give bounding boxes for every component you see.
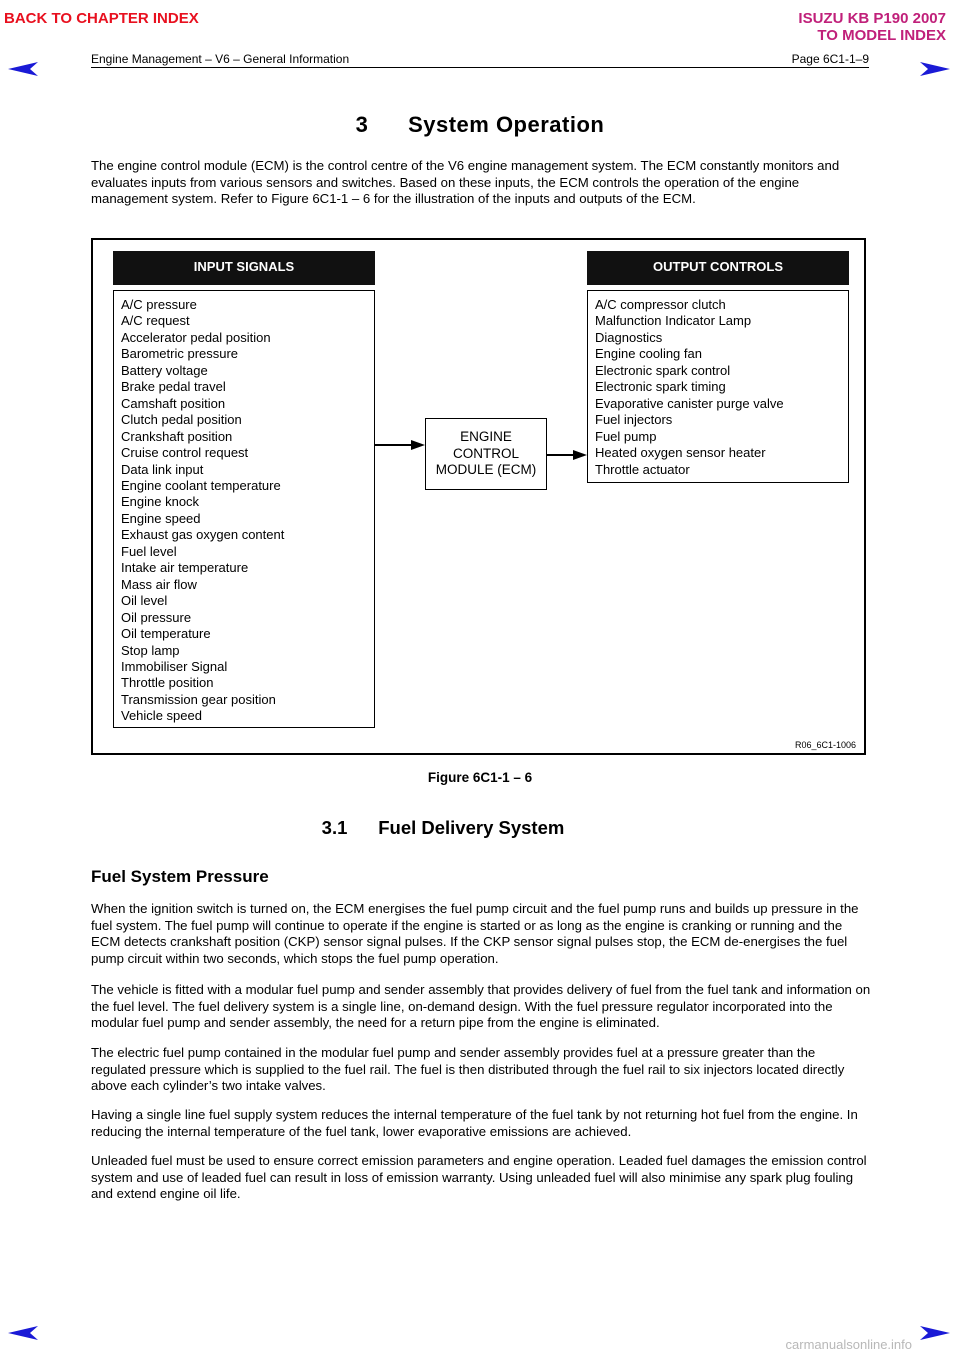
paragraph-5: Unleaded fuel must be used to ensure correct emission parameters and engine operation. Leaded fuel damages the emission control system and use of leaded fuel can result in loss of emission warranty. Using unleaded fuel will also minimise any spark plug fouling and extend engine oil life. xyxy=(91,1153,867,1201)
to-model-index-link[interactable] xyxy=(798,10,946,44)
input-item: Brake pedal travel xyxy=(121,379,226,395)
output-item: Diagnostics xyxy=(595,329,663,345)
output-controls-list xyxy=(587,290,849,483)
input-item: Accelerator pedal position xyxy=(121,329,271,345)
input-item: Immobiliser Signal xyxy=(121,658,228,674)
input-item: A/C request xyxy=(121,313,190,329)
next-page-arrow-bottom-icon[interactable] xyxy=(920,1326,950,1340)
next-page-arrow-icon[interactable] xyxy=(920,62,950,76)
ecm-label-line2: CONTROL xyxy=(452,445,519,461)
input-item: Throttle position xyxy=(121,675,214,691)
figure-caption: Figure 6C1-1 – 6 xyxy=(427,770,533,785)
input-item: Mass air flow xyxy=(121,576,197,592)
ecm-io-figure xyxy=(91,238,866,755)
model-title: ISUZU KB P190 2007 xyxy=(798,10,946,27)
input-item: Battery voltage xyxy=(121,362,208,378)
input-item: Oil pressure xyxy=(121,609,192,625)
input-item: Engine speed xyxy=(121,510,201,526)
running-header-page: Page 6C1-1–9 xyxy=(791,52,869,66)
paragraph-4: Having a single line fuel supply system reduces the internal temperature of the fuel tank by not returning hot fuel from the engine. In reducing the internal temperature of the fuel tank, lower evaporative emissions are achieved. xyxy=(91,1107,858,1139)
input-item: Vehicle speed xyxy=(121,708,202,724)
input-item: Barometric pressure xyxy=(121,346,239,362)
previous-page-arrow-icon[interactable] xyxy=(8,62,38,76)
input-item: Oil level xyxy=(121,593,168,609)
ecm-label-line3: MODULE (ECM) xyxy=(435,462,537,477)
figure-id: R06_6C1-1006 xyxy=(794,740,856,750)
model-index-label: TO MODEL INDEX xyxy=(817,27,946,44)
input-to-ecm-arrow-icon xyxy=(375,438,427,452)
input-signals-list xyxy=(113,290,375,728)
input-item: Intake air temperature xyxy=(121,560,249,576)
previous-page-arrow-bottom-icon[interactable] xyxy=(8,1326,38,1340)
input-item: Oil temperature xyxy=(121,626,211,642)
input-item: Stop lamp xyxy=(121,642,180,658)
ecm-to-output-arrow-icon xyxy=(547,448,589,462)
watermark: carmanualsonline.info xyxy=(785,1337,912,1352)
input-item: Fuel level xyxy=(121,543,177,559)
input-item: Engine coolant temperature xyxy=(121,477,281,493)
output-item: Heated oxygen sensor heater xyxy=(595,445,766,461)
subsubsection-title: Fuel System Pressure xyxy=(91,867,269,886)
output-item: Electronic spark timing xyxy=(595,379,726,395)
section-title: 3 System Operation xyxy=(355,112,605,137)
output-controls-heading: OUTPUT CONTROLS xyxy=(587,251,849,285)
output-item: Fuel pump xyxy=(595,428,657,444)
input-item: A/C pressure xyxy=(121,297,197,312)
input-signals-heading: INPUT SIGNALS xyxy=(113,251,375,285)
intro-paragraph: The engine control module (ECM) is the control centre of the V6 engine management system. The ECM constantly monitors and evaluates inputs from various sensors and switches. Based on these inputs, the ECM controls the operation of the engine management system. Refer to Figure 6C1-1 – 6 for the illustration of the inputs and outputs of the ECM. xyxy=(91,158,840,206)
output-item: Fuel injectors xyxy=(595,412,673,428)
output-item: Engine cooling fan xyxy=(595,346,702,362)
input-item: Camshaft position xyxy=(121,395,226,411)
input-item: Cruise control request xyxy=(121,445,249,461)
input-item: Data link input xyxy=(121,461,204,477)
input-item: Clutch pedal position xyxy=(121,412,242,428)
output-item: Electronic spark control xyxy=(595,362,731,378)
ecm-label-line1: ENGINE xyxy=(460,429,512,444)
input-item: Transmission gear position xyxy=(121,691,276,707)
back-to-chapter-index-link[interactable]: BACK TO CHAPTER INDEX xyxy=(4,10,199,27)
input-item: Exhaust gas oxygen content xyxy=(121,527,285,543)
running-header-section: Engine Management – V6 – General Information xyxy=(91,52,350,66)
paragraph-2: The vehicle is fitted with a modular fuel pump and sender assembly that provides delivery of fuel from the fuel tank and information on the fuel level. The fuel delivery system is a single line, on-demand design. With the fuel pressure regulator incorporated into the modular fuel pump and sender assembly, the need for a return pipe from the engine is eliminated. xyxy=(91,982,871,1030)
paragraph-1: When the ignition switch is turned on, the ECM energises the fuel pump circuit and the fuel pump runs and builds up pressure in the fuel system. The fuel pump will continue to operate if the engine is started or as long as the engine is cranking or running and the ECM detects crankshaft position (CKP) sensor signal pulses. If the CKP sensor signal pulses stop, the ECM de-energises the fuel pump circuit within two seconds, which stops the fuel pump operation. xyxy=(91,901,859,966)
output-item: A/C compressor clutch xyxy=(595,297,726,312)
output-item: Evaporative canister purge valve xyxy=(595,395,784,411)
output-item: Throttle actuator xyxy=(595,461,690,477)
header-rule xyxy=(91,67,869,68)
ecm-block xyxy=(425,418,547,490)
input-item: Engine knock xyxy=(121,494,200,510)
subsection-title: 3.1 Fuel Delivery System xyxy=(321,817,565,838)
input-item: Crankshaft position xyxy=(121,428,233,444)
paragraph-3: The electric fuel pump contained in the modular fuel pump and sender assembly provides fuel at a pressure greater than the regulated pressure which is supplied to the fuel rail. The fuel is then distributed through the fuel rail to six injectors located directly above each cylinder’s two intake valves. xyxy=(91,1045,845,1093)
output-item: Malfunction Indicator Lamp xyxy=(595,313,752,329)
